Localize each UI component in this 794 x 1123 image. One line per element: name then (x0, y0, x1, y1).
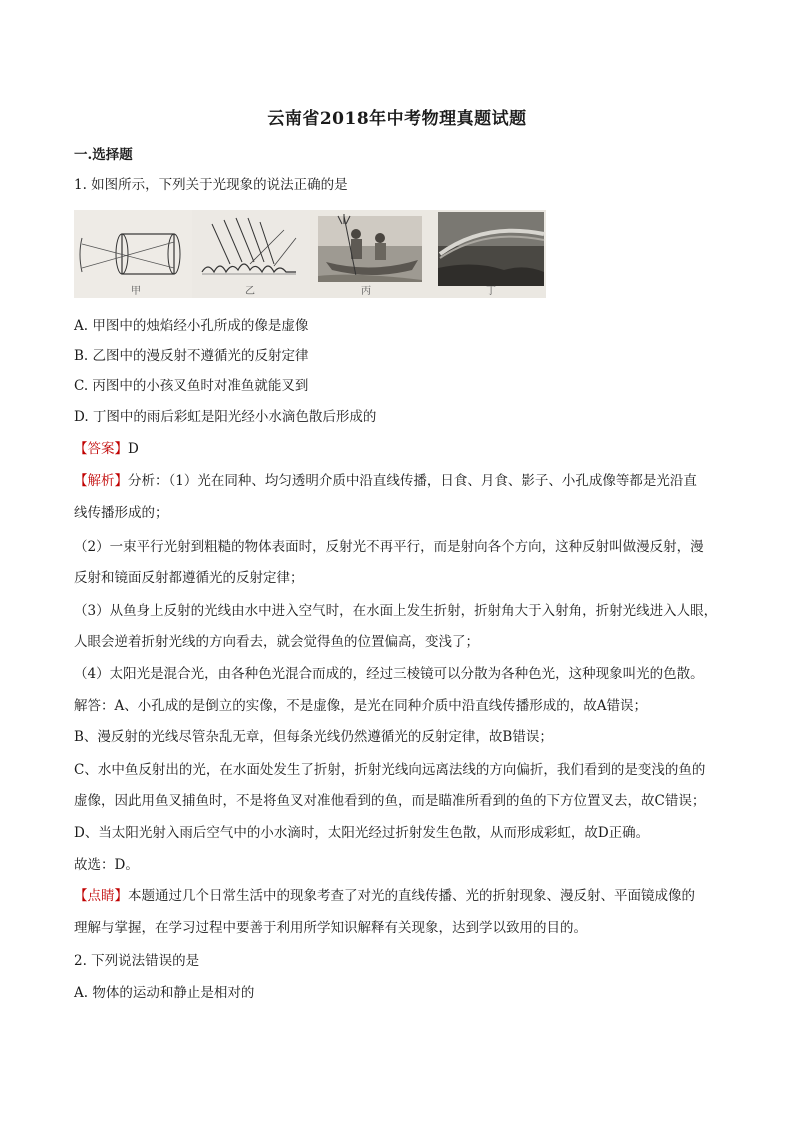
analysis-line-9: B、漫反射的光线尽管杂乱无章，但每条光线仍然遵循光的反射定律，故B错误； (74, 729, 553, 745)
figure-label-jia: 甲 (131, 286, 141, 297)
analysis-line-3: （2）一束平行光射到粗糙的物体表面时，反射光不再平行，而是射向各个方向，这种反射叫做漫反射，漫 (74, 539, 704, 555)
question-2-option-a: A. 物体的运动和静止是相对的 (74, 985, 255, 1001)
section-heading: 一.选择题 (74, 147, 133, 163)
question-1-option-b: B. 乙图中的漫反射不遵循光的反射定律 (74, 348, 309, 364)
analysis-line-2: 线传播形成的； (74, 505, 169, 521)
analysis-line-11: 虚像，因此用鱼叉捕鱼时，不是将鱼叉对准他看到的鱼，而是瞄准所看到的鱼的下方位置叉去，故C错误； (74, 793, 706, 809)
analysis-line-10: C、水中鱼反射出的光，在水面处发生了折射，折射光线向远离法线的方向偏折，我们看到的是变浅的鱼的 (74, 762, 706, 778)
question-1-option-a: A. 甲图中的烛焰经小孔所成的像是虚像 (74, 318, 309, 334)
comment-text: 本题通过几个日常生活中的现象考查了对光的直线传播、光的折射现象、漫反射、平面镜成像的 (128, 888, 695, 904)
comment-tag: 【点睛】 (74, 888, 128, 904)
analysis-line-1 (74, 473, 697, 489)
panel-ding-rainbow (438, 212, 544, 286)
analysis-text: 分析：（1）光在同种、均匀透明介质中沿直线传播，日食、月食、影子、小孔成像等都是光沿直 (128, 473, 697, 489)
question-1-figure (74, 210, 546, 298)
analysis-line-8: 解答：A、小孔成的是倒立的实像，不是虚像，是光在同种介质中沿直线传播形成的，故A错误； (74, 698, 647, 714)
analysis-line-13: 故选：D。 (74, 857, 139, 873)
answer-value: D (128, 441, 139, 457)
comment-line-1 (74, 888, 695, 904)
answer-line (74, 441, 139, 457)
panel-yi-diffuse-reflection (192, 210, 310, 298)
panel-jia-pinhole-camera (74, 210, 192, 298)
analysis-line-7: （4）太阳光是混合光，由各种色光混合而成的，经过三棱镜可以分散为各种色光，这种现象叫光的色散。 (74, 666, 704, 682)
question-1-option-c: C. 丙图中的小孩叉鱼时对准鱼就能叉到 (74, 378, 309, 394)
comment-line-2: 理解与掌握，在学习过程中要善于利用所学知识解释有关现象，达到学以致用的目的。 (74, 920, 587, 936)
question-2-stem: 2. 下列说法错误的是 (74, 953, 200, 969)
analysis-line-6: 人眼会逆着折射光线的方向看去，就会觉得鱼的位置偏高，变浅了； (74, 634, 479, 650)
question-1-option-d: D. 丁图中的雨后彩虹是阳光经小水滴色散后形成的 (74, 409, 377, 425)
panel-bing-fishing-boat (318, 214, 422, 282)
page-title: 云南省2018年中考物理真题试题 (267, 109, 527, 129)
figure-label-ding: 丁 (486, 286, 496, 297)
analysis-line-12: D、当太阳光射入雨后空气中的小水滴时，太阳光经过折射发生色散，从而形成彩虹，故D正确。 (74, 825, 650, 841)
question-1-stem: 1. 如图所示，下列关于光现象的说法正确的是 (74, 177, 348, 193)
figure-label-bing: 丙 (361, 286, 371, 297)
figure-label-yi: 乙 (245, 286, 255, 297)
analysis-line-5: （3）从鱼身上反射的光线由水中进入空气时，在水面上发生折射，折射角大于入射角，折射光线进入人眼， (74, 603, 718, 619)
analysis-tag: 【解析】 (74, 473, 128, 489)
analysis-line-4: 反射和镜面反射都遵循光的反射定律； (74, 570, 304, 586)
answer-tag: 【答案】 (74, 441, 128, 457)
